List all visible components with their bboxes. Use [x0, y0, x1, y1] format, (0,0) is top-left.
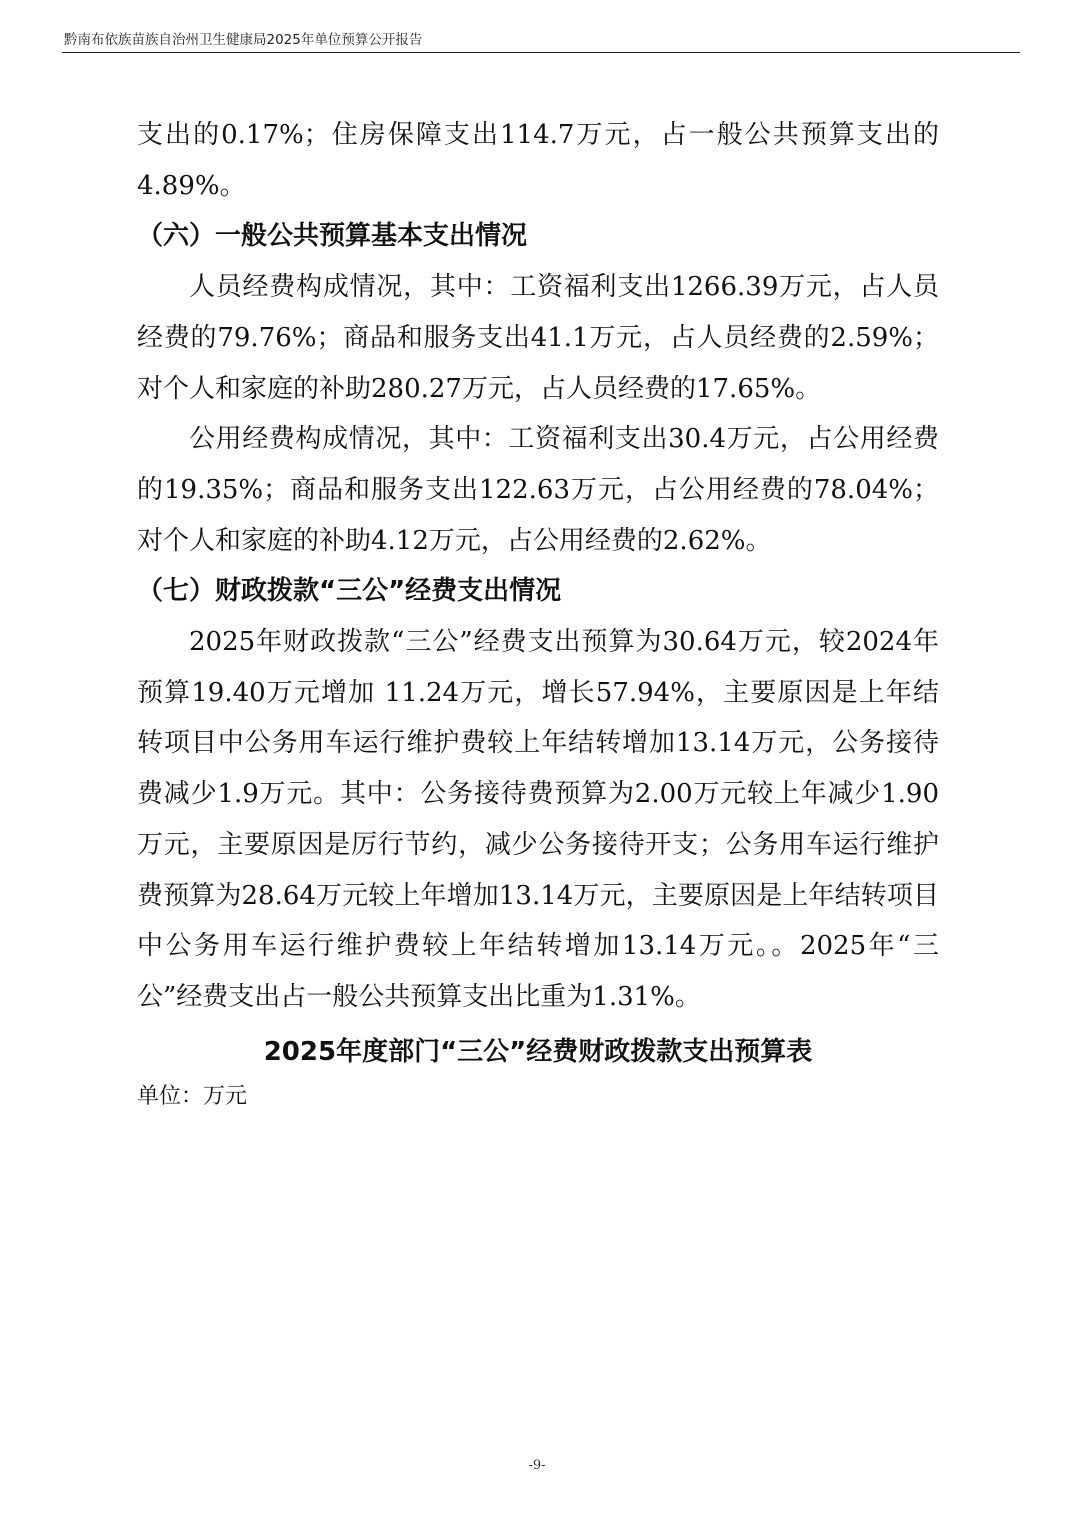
paragraph-personnel-expense: 人员经费构成情况，其中：工资福利支出1266.39万元，占人员经费的79.76%；商品和服务支出41.1万元，占人员经费的2.59%；对个人和家庭的补助280.27万元，占人员经费的17.65%。 — [137, 272, 939, 404]
table-title: 2025年度部门“三公”经费财政拨款支出预算表 — [263, 1036, 813, 1067]
page-number: -9- — [528, 1458, 546, 1473]
paragraph-public-expense: 公用经费构成情况，其中：工资福利支出30.4万元，占公用经费的19.35%；商品和服务支出122.63万元，占公用经费的78.04%；对个人和家庭的补助4.12万元，占公用经费的2.62%。 — [137, 424, 939, 556]
table-unit-label: 单位：万元 — [137, 1083, 248, 1109]
paragraph-housing-expense: 支出的0.17%；住房保障支出114.7万元，占一般公共预算支出的4.89%。 — [137, 120, 939, 201]
document-body — [137, 110, 939, 1117]
header-divider — [62, 52, 1020, 53]
section-heading-7: （七）财政拨款“三公”经费支出情况 — [137, 576, 562, 607]
paragraph-three-public-expense: 2025年财政拨款“三公”经费支出预算为30.64万元，较2024年预算19.40万元增加 11.24万元，增长57.94%，主要原因是上年结转项目中公务用车运行维护费较上年结转增加13.14万元，公务接待费减少1.9万元。其中：公务接待费预算为2.00万元较上年减少1.90万元，主要原因是厉行节约，减少公务接待开支；公务用车运行维护费预算为28.64万元较上年增加13.14万元，主要原因是上年结转项目中公务用车运行维护费较上年结转增加13.14万元。。2025年“三公”经费支出占一般公共预算支出比重为1.31%。 — [137, 627, 939, 1012]
section-heading-6: （六）一般公共预算基本支出情况 — [137, 221, 528, 252]
page-header-title: 黔南布依族苗族自治州卫生健康局2025年单位预算公开报告 — [64, 32, 423, 48]
